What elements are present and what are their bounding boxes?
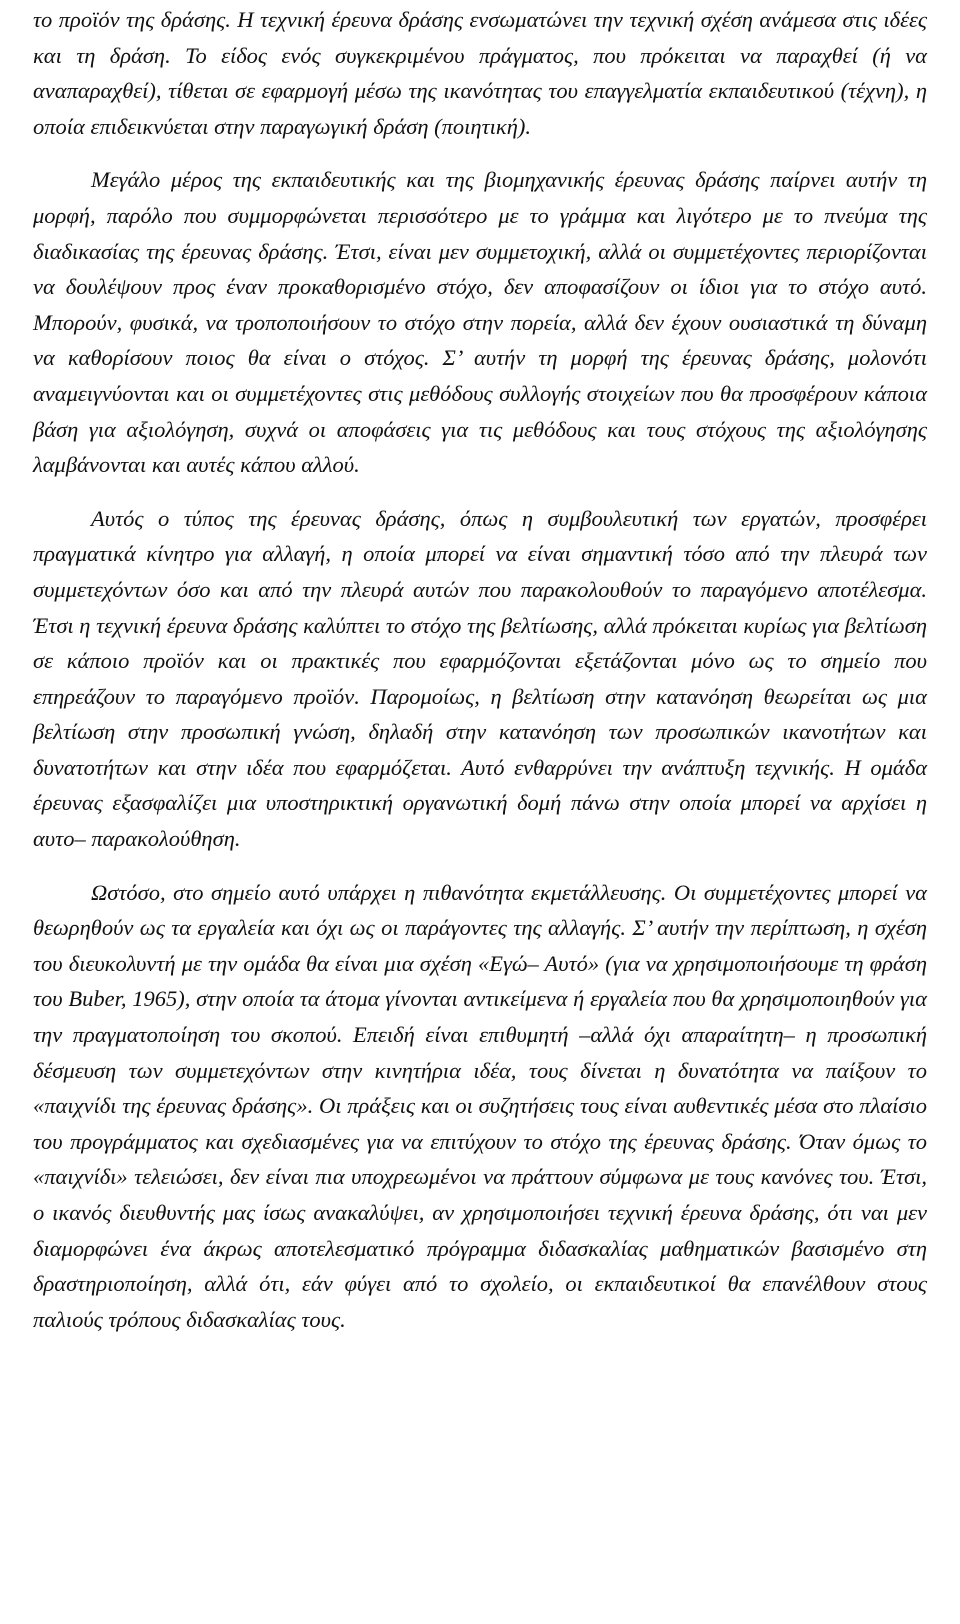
paragraph: Αυτός ο τύπος της έρευνας δράσης, όπως η συμβουλευτική των εργατών, προσφέρει πραγματικά κίνητρο για αλλαγή, η οποία μπορεί να είναι σημαντική τόσο από την πλευρά των συμμετεχόντων όσο και από την πλευρά αυτών που παρακολουθούν το παραγόμενο αποτέλεσμα. Έτσι η τεχνική έρευνα δράσης καλύπτει το στόχο της βελτίωσης, αλλά πρόκειται κυρίως για βελτίωση σε κάποιο προϊόν και οι πρακτικές που εφαρμόζονται εξετάζονται μόνο ως το σημείο που επηρεάζουν το παραγόμενο προϊόν. Παρομοίως, η βελτίωση στην κατανόηση θεωρείται ως μια βελτίωση στην προσωπική γνώση, δηλαδή στην κατανόηση των προσωπικών ικανοτήτων και δυνατοτήτων και στην ιδέα που εφαρμόζεται. Αυτό ενθαρρύνει την ανάπτυξη τεχνικής. Η ομάδα έρευνας εξασφαλίζει μια υποστηρικτική οργανωτική δομή πάνω στην οποία μπορεί να αρχίσει η αυτο– παρακολούθηση. [33, 505, 927, 852]
paragraph-continuation: το προϊόν της δράσης. Η τεχνική έρευνα δράσης ενσωματώνει την τεχνική σχέση ανάμεσα στις ιδέες και τη δράση. Το είδος ενός συγκεκριμένου πράγματος, που πρόκειται να παραχθεί (ή να αναπαραχθεί), τίθεται σε εφαρμογή μέσω της ικανότητας του επαγγελματία εκπαιδευτικού (τέχνη), η οποία επιδεικνύεται στην παραγωγική δράση (ποιητική). [33, 7, 927, 139]
paragraph: Ωστόσο, στο σημείο αυτό υπάρχει η πιθανότητα εκμετάλλευσης. Οι συμμετέχοντες μπορεί να θεωρηθούν ως τα εργαλεία και όχι ως οι παράγοντες της αλλαγής. Σ’ αυτήν την περίπτωση, η σχέση του διευκολυντή με την ομάδα θα είναι μια σχέση «Εγώ– Αυτό» (για να χρησιμοποιήσουμε τη φράση του Buber, 1965), στην οποία τα άτομα γίνονται αντικείμενα ή εργαλεία που θα χρησιμοποιηθούν για την πραγματοποίηση του σκοπού. Επειδή είναι επιθυμητή –αλλά όχι απαραίτητη– η προσωπική δέσμευση των συμμετεχόντων στην κινητήρια ιδέα, τους δίνεται η δυνατότητα να παίξουν το «παιχνίδι της έρευνας δράσης». Οι πράξεις και οι συζητήσεις τους είναι αυθεντικές μέσα στο πλαίσιο του προγράμματος και σχεδιασμένες για να επιτύχουν το στόχο της έρευνας δράσης. Όταν όμως το «παιχνίδι» τελειώσει, δεν είναι πια υποχρεωμένοι να πράττουν σύμφωνα με τους κανόνες του. Έτσι, ο ικανός διευθυντής μας ίσως ανακαλύψει, αν χρησιμοποιήσει τεχνική έρευνα δράσης, ότι ναι μεν διαμορφώνει ένα άκρως αποτελεσματικό πρόγραμμα διδασκαλίας μαθηματικών βασισμένο στη δραστηριοποίηση, αλλά ότι, εάν φύγει από το σχολείο, οι εκπαιδευτικοί θα επανέλθουν στους παλιούς τρόπους διδασκαλίας τους. [33, 879, 927, 1332]
paragraph: Μεγάλο μέρος της εκπαιδευτικής και της βιομηχανικής έρευνας δράσης παίρνει αυτήν τη μορφή, παρόλο που συμμορφώνεται περισσότερο με το γράμμα και λιγότερο με το πνεύμα της διαδικασίας της έρευνας δράσης. Έτσι, είναι μεν συμμετοχική, αλλά οι συμμετέχοντες περιορίζονται να δουλέψουν προς έναν προκαθορισμένο στόχο, δεν αποφασίζουν οι ίδιοι για το στόχο αυτό. Μπορούν, φυσικά, να τροποποιήσουν το στόχο στην πορεία, αλλά δεν έχουν ουσιαστικά τη δύναμη να καθορίσουν ποιος θα είναι ο στόχος. Σ’ αυτήν τη μορφή της έρευνας δράσης, μολονότι αναμειγνύονται και οι συμμετέχοντες στις μεθόδους συλλογής στοιχείων που θα προσφέρουν κάποια βάση για αξιολόγηση, συχνά οι αποφάσεις για τις μεθόδους και τους στόχους της αξιολόγησης λαμβάνονται και αυτές κάπου αλλού. [33, 167, 927, 478]
